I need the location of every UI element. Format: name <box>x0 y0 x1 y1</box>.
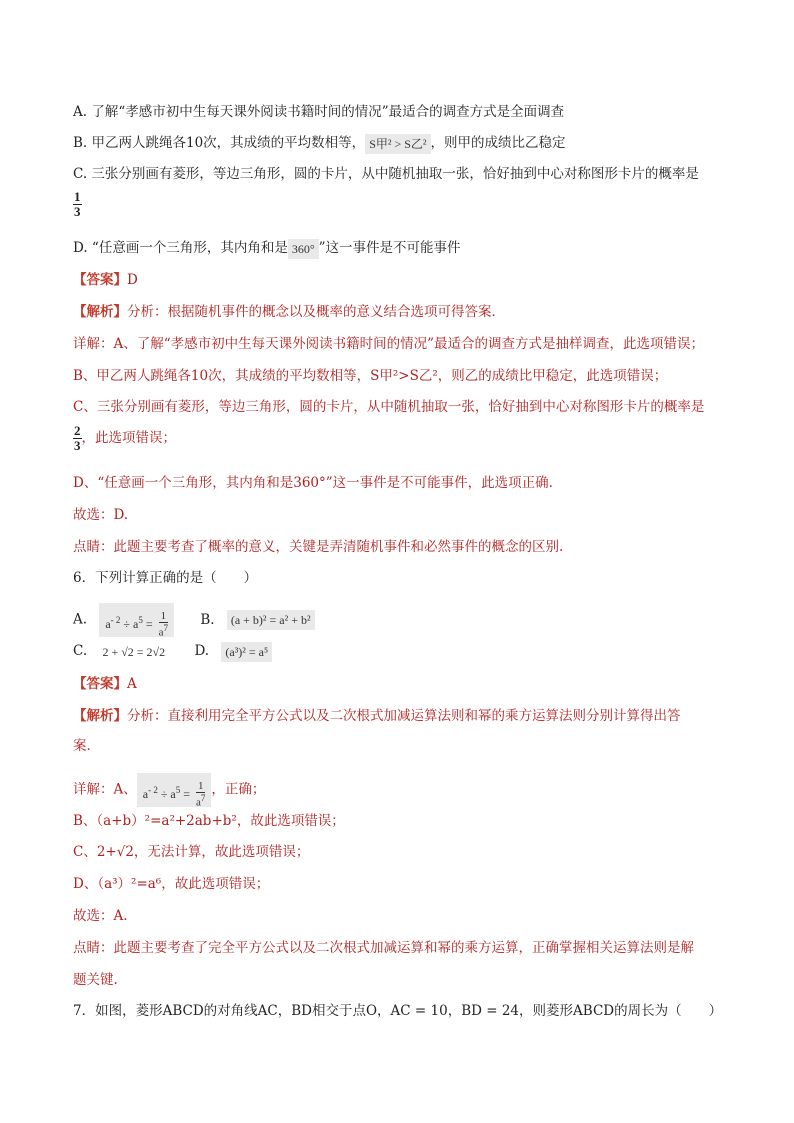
analysis-tag: 【解析】 <box>73 304 127 320</box>
detail2-a <box>73 773 266 810</box>
q6-option-b-math: (a + b)² = a² + b² <box>227 610 315 630</box>
detail-a: 详解：A、了解“孝感市初中生每天课外阅读书籍时间的情况”最适合的调查方式是抽样调查，此选项错误； <box>73 336 705 352</box>
q6-option-a-math: $a^{- 2} \div a^5$ = $\frac{1}{a^7}$ <box>99 603 174 637</box>
comment-2: 点睛：此题主要考查了完全平方公式以及二次根式加减运算和幂的乘方运算，正确掌握相关运算法则是解 <box>73 940 694 956</box>
answer-tag: 【答案】 <box>73 272 127 288</box>
option-c-fraction <box>73 190 82 219</box>
option-b-text: B. 甲乙两人跳绳各10次，其成绩的平均数相等， <box>73 135 366 151</box>
answer-tag: 【答案】 <box>73 676 127 692</box>
detail-c-fraction-line <box>73 424 176 453</box>
detail2-a-math: $a^{- 2} \div a^5$ = $\frac{1}{a^7}$ <box>137 773 212 807</box>
fraction-numerator: 2 <box>74 423 81 438</box>
answer-value: A <box>127 676 137 692</box>
detail-d: D、“任意画一个三角形，其内角和是360°”这一事件是不可能事件，此选项正确. <box>73 475 553 491</box>
question-6: 6．下列计算正确的是（ ） <box>73 570 258 586</box>
detail2-a-tail: ，正确； <box>211 781 266 798</box>
choose-2: 故选：A. <box>73 908 128 924</box>
detail-c: C、三张分别画有菱形，等边三角形，圆的卡片，从中随机抽取一张，恰好抽到中心对称图形卡片的概率是 <box>73 399 705 415</box>
detail2-b: B、（a+b）²=a²+2ab+b²，故此选项错误； <box>73 813 345 829</box>
q6-option-a-label: A. <box>73 611 88 628</box>
option-a: A. 了解“孝感市初中生每天课外阅读书籍时间的情况”最适合的调查方式是全面调查 <box>73 104 565 120</box>
analysis-1 <box>73 302 505 322</box>
detail2-a-text: 详解：A、 <box>73 781 137 798</box>
fraction-denominator: 3 <box>74 204 81 219</box>
answer-2 <box>73 674 137 694</box>
q6-option-d-label: D. <box>194 643 210 659</box>
option-d-text: D. “任意画一个三角形，其内角和是 <box>73 240 288 256</box>
q6-option-c-math: 2 + √2 = 2√2 <box>102 644 166 659</box>
analysis-text: 分析：根据随机事件的概念以及概率的意义结合选项可得答案． <box>127 304 505 320</box>
detail2-d: D、（a³）²=a⁶，故此选项错误； <box>73 876 270 892</box>
analysis-tag: 【解析】 <box>73 708 127 724</box>
analysis-text: 分析：直接利用完全平方公式以及二次根式加减运算法则和幂的乘方运算法则分别计算得出答 <box>127 708 681 724</box>
question-7: 7．如图，菱形ABCD的对角线AC，BD相交于点O，AC = 10，BD = 24，则菱形ABCD的周长为（ ） <box>73 1003 723 1019</box>
detail2-c: C、2+√2，无法计算，故此选项错误； <box>73 844 310 860</box>
detail-b: B、甲乙两人跳绳各10次，其成绩的平均数相等，S甲²>S乙²，则乙的成绩比甲稳定，此选项错误； <box>73 368 668 384</box>
comment-2-cont: 题关键. <box>73 972 118 988</box>
option-d-tail: ”这一事件是不可能事件 <box>318 240 461 256</box>
analysis-2 <box>73 706 681 726</box>
fraction-denominator: 3 <box>74 438 81 453</box>
answer-1 <box>73 270 138 290</box>
analysis-2-cont: 案． <box>73 738 100 754</box>
q6-option-b-label: B. <box>200 611 215 628</box>
option-b-tail: ，则甲的成绩比乙稳定 <box>430 135 566 151</box>
option-c: C. 三张分别画有菱形，等边三角形，圆的卡片，从中随机抽取一张，恰好抽到中心对称图形卡片的概率是 <box>73 166 699 182</box>
option-b <box>73 133 566 154</box>
q6-options-cd <box>73 641 272 662</box>
detail-c-tail: ，此选项错误； <box>81 430 176 446</box>
variance-formula: S甲² > S乙² <box>365 134 430 154</box>
angle-360: 360° <box>288 239 319 259</box>
q6-option-c-label: C. <box>73 643 88 659</box>
comment-1: 点睛：此题主要考查了概率的意义，关键是弄清随机事件和必然事件的概念的区别. <box>73 539 564 555</box>
fraction-numerator: 1 <box>74 189 81 204</box>
q6-option-d-math: (a³)² = a⁵ <box>221 642 272 662</box>
answer-value: D <box>127 272 138 288</box>
choose-1: 故选：D. <box>73 507 129 523</box>
option-d <box>73 238 461 259</box>
q6-options-ab <box>73 603 315 640</box>
